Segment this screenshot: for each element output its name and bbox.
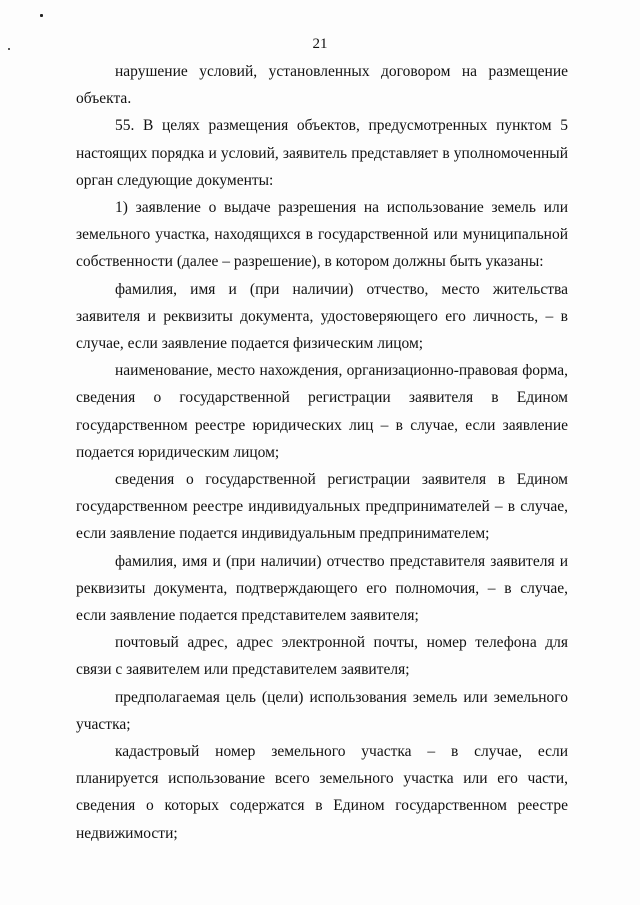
paragraph: сведения о государственной регистрации заявителя в Едином государственном реестре индивидуальных предпринимателей – в случае, если заявление подается индивидуальным предпринимателем; xyxy=(76,471,568,543)
paragraph: кадастровый номер земельного участка – в случае, если планируется использование всего земельного участка или его части, сведения о которых содержатся в Едином государственном реестре недвижимости; xyxy=(76,743,568,842)
scan-speck xyxy=(40,14,43,17)
page-number: 21 xyxy=(312,36,328,52)
document-body xyxy=(76,58,568,847)
paragraph: 55. В целях размещения объектов, предусмотренных пунктом 5 настоящих порядка и условий, заявитель представляет в уполномоченный орган следующие документы: xyxy=(76,117,568,189)
paragraph: фамилия, имя и (при наличии) отчество, место жительства заявителя и реквизиты документа, удостоверяющего его личность, – в случае, если заявление подается физическим лицом; xyxy=(76,280,568,353)
paragraph: фамилия, имя и (при наличии) отчество представителя заявителя и реквизиты документа, подтверждающего его полномочия, – в случае, если заявление подается представителем заявителя; xyxy=(76,552,568,625)
paragraph: наименование, место нахождения, организационно-правовая форма, сведения о государственной регистрации заявителя в Едином государственном реестре юридических лиц – в случае, если заявление подается юридическим лицом; xyxy=(76,362,568,461)
paragraph: предполагаемая цель (цели) использования земель или земельного участка; xyxy=(76,688,568,733)
paragraph: почтовый адрес, адрес электронной почты, номер телефона для связи с заявителем или представителем заявителя; xyxy=(76,634,568,679)
paragraph: нарушение условий, установленных договором на размещение объекта. xyxy=(76,63,568,108)
paragraph: 1) заявление о выдаче разрешения на использование земель или земельного участка, находящихся в государственной или муниципальной собственности (далее – разрешение), в котором должны быть указаны: xyxy=(76,199,568,271)
